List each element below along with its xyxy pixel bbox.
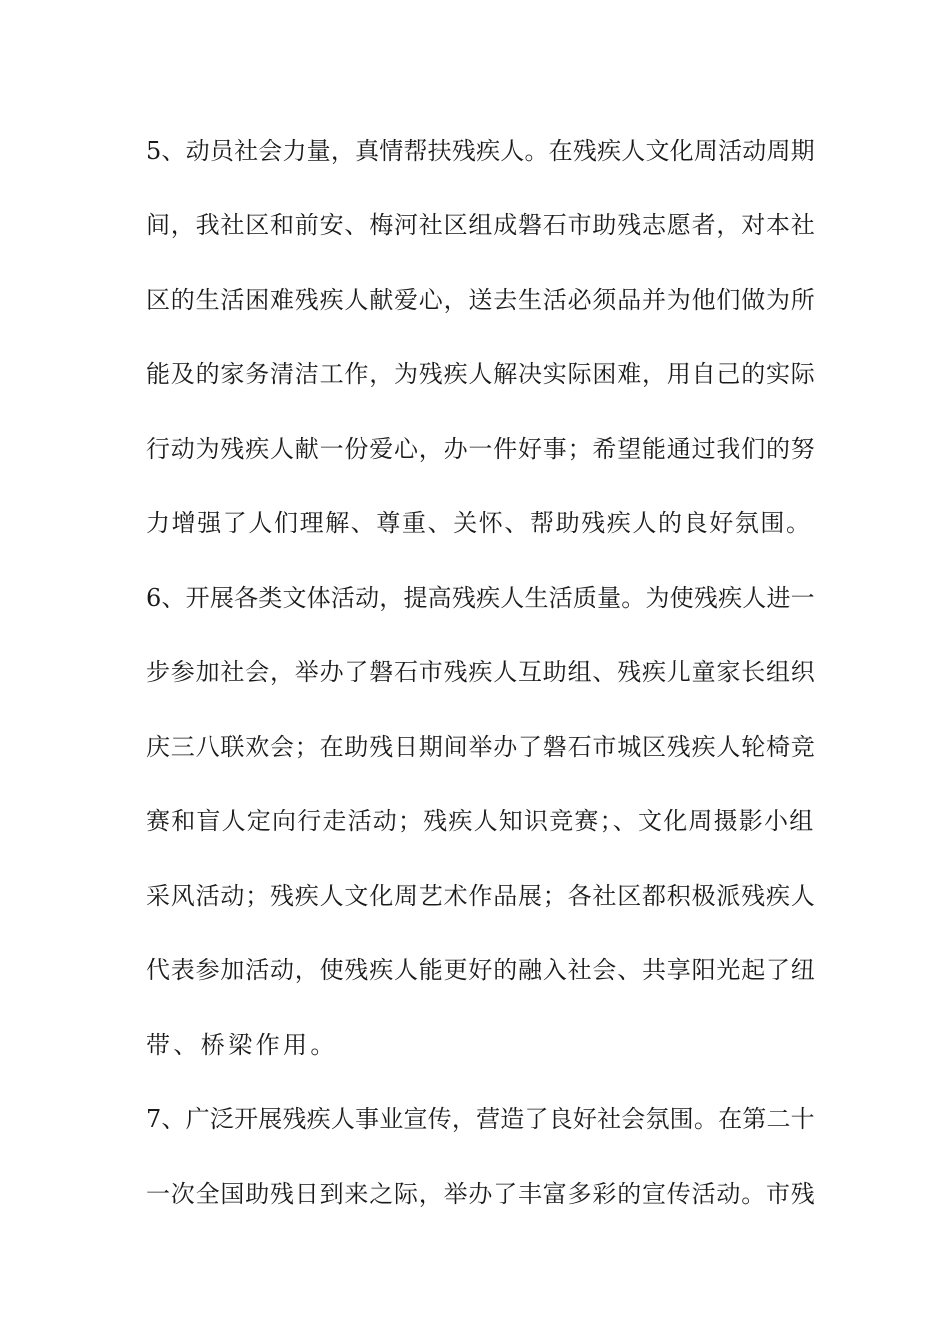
text-line: 代表参加活动，使残疾人能更好的融入社会、共享阳光起了纽 <box>146 956 816 984</box>
text-line: 赛和盲人定向行走活动；残疾人知识竞赛；、文化周摄影小组 <box>146 807 815 835</box>
text-line: 6、开展各类文体活动，提高残疾人生活质量。为使残疾人进一 <box>146 584 815 612</box>
text-line: 间，我社区和前安、梅河社区组成磐石市助残志愿者，对本社 <box>146 211 816 239</box>
text-line: 庆三八联欢会；在助残日期间举办了磐石市城区残疾人轮椅竞 <box>146 733 816 761</box>
text-line: 一次全国助残日到来之际，举办了丰富多彩的宣传活动。市残 <box>146 1180 816 1208</box>
text-line: 带、桥梁作用。 <box>146 1031 338 1059</box>
text-line: 区的生活困难残疾人献爱心，送去生活必须品并为他们做为所 <box>146 286 816 314</box>
text-line: 力增强了人们理解、尊重、关怀、帮助残疾人的良好氛围。 <box>146 509 812 537</box>
text-line: 能及的家务清洁工作，为残疾人解决实际困难，用自己的实际 <box>146 360 816 388</box>
text-line: 采风活动；残疾人文化周艺术作品展；各社区都积极派残疾人 <box>146 882 816 910</box>
text-line: 7、广泛开展残疾人事业宣传，营造了良好社会氛围。在第二十 <box>146 1105 815 1133</box>
text-line: 5、动员社会力量，真情帮扶残疾人。在残疾人文化周活动周期 <box>146 137 815 165</box>
text-line: 步参加社会，举办了磐石市残疾人互助组、残疾儿童家长组织 <box>146 658 816 686</box>
text-line: 行动为残疾人献一份爱心，办一件好事；希望能通过我们的努 <box>146 435 816 463</box>
